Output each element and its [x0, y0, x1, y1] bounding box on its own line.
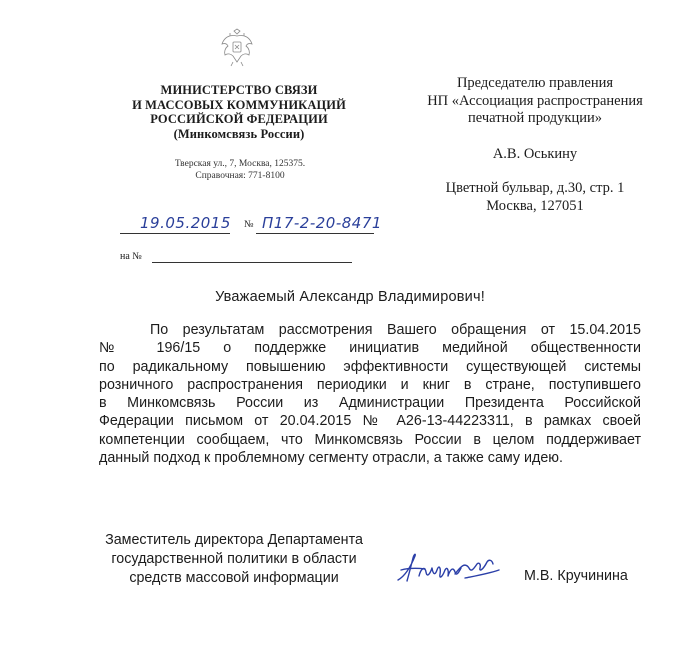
salutation: Уважаемый Александр Владимирович! [215, 289, 485, 305]
letter-body [99, 321, 641, 467]
ministry-name-line3: РОССИЙСКОЙ ФЕДЕРАЦИИ [150, 112, 328, 126]
body-line: по радикальному повышению эффективности существующей системы [99, 358, 641, 375]
registration-line [120, 214, 382, 236]
recipient-street: Цветной бульвар, д.30, стр. 1 [445, 180, 625, 196]
body-line: розничного распространения периодики и книг в стране, поступившего [99, 376, 641, 393]
phone-line: Справочная: 771-8100 [195, 171, 285, 181]
signatory-title-line2: государственной политики в области [111, 551, 357, 567]
registration-number-label: № [244, 219, 254, 230]
reference-line [120, 251, 360, 265]
body-line: По результатам рассмотрения Вашего обращения от 15.04.2015 [150, 322, 641, 338]
body-line: в Минкомсвязь России из Администрации Президента Российской [99, 395, 641, 412]
recipient-name: А.В. Оськину [492, 145, 578, 162]
handwritten-signature [395, 548, 505, 588]
signatory-title-line3: средств массовой информации [129, 570, 339, 586]
recipient-title-line2: НП «Ассоциация распространения [427, 92, 643, 109]
recipient-title-line3: печатной продукции» [468, 110, 602, 126]
body-line: Федерации письмом от 20.04.2015 № А26-13-44223311, в рамках своей [99, 413, 641, 430]
address-line: Тверская ул., 7, Москва, 125375. [174, 159, 306, 169]
body-line: данный подход к проблемному сегменту отрасли, а также саму идею. [99, 450, 563, 467]
ministry-name-line1: МИНИСТЕРСТВО СВЯЗИ [160, 83, 318, 97]
recipient-block [400, 75, 670, 215]
signatory-title-line1: Заместитель директора Департамента [105, 532, 363, 548]
body-line: компетенции сообщаем, что Минкомсвязь России в целом поддерживает [99, 431, 641, 448]
registration-date: 19.05.2015 [140, 214, 231, 232]
ministry-name-line2: И МАССОВЫХ КОММУНИКАЦИЙ [132, 97, 346, 112]
reference-label: на № [120, 251, 142, 262]
recipient-title-line1: Председателю правления [456, 75, 614, 91]
body-line: № 196/15 о поддержке инициатив медийной общественности [99, 340, 641, 357]
registration-number: П17-2-20-8471 [262, 214, 382, 232]
signatory-title [99, 531, 369, 588]
ministry-short-name: (Минкомсвязь России) [173, 126, 305, 141]
ministry-address [145, 158, 335, 182]
recipient-city: Москва, 127051 [486, 197, 584, 214]
ministry-header [110, 83, 368, 141]
russian-coat-of-arms-icon [219, 28, 255, 68]
signer-name: М.В. Кручинина [524, 568, 628, 584]
